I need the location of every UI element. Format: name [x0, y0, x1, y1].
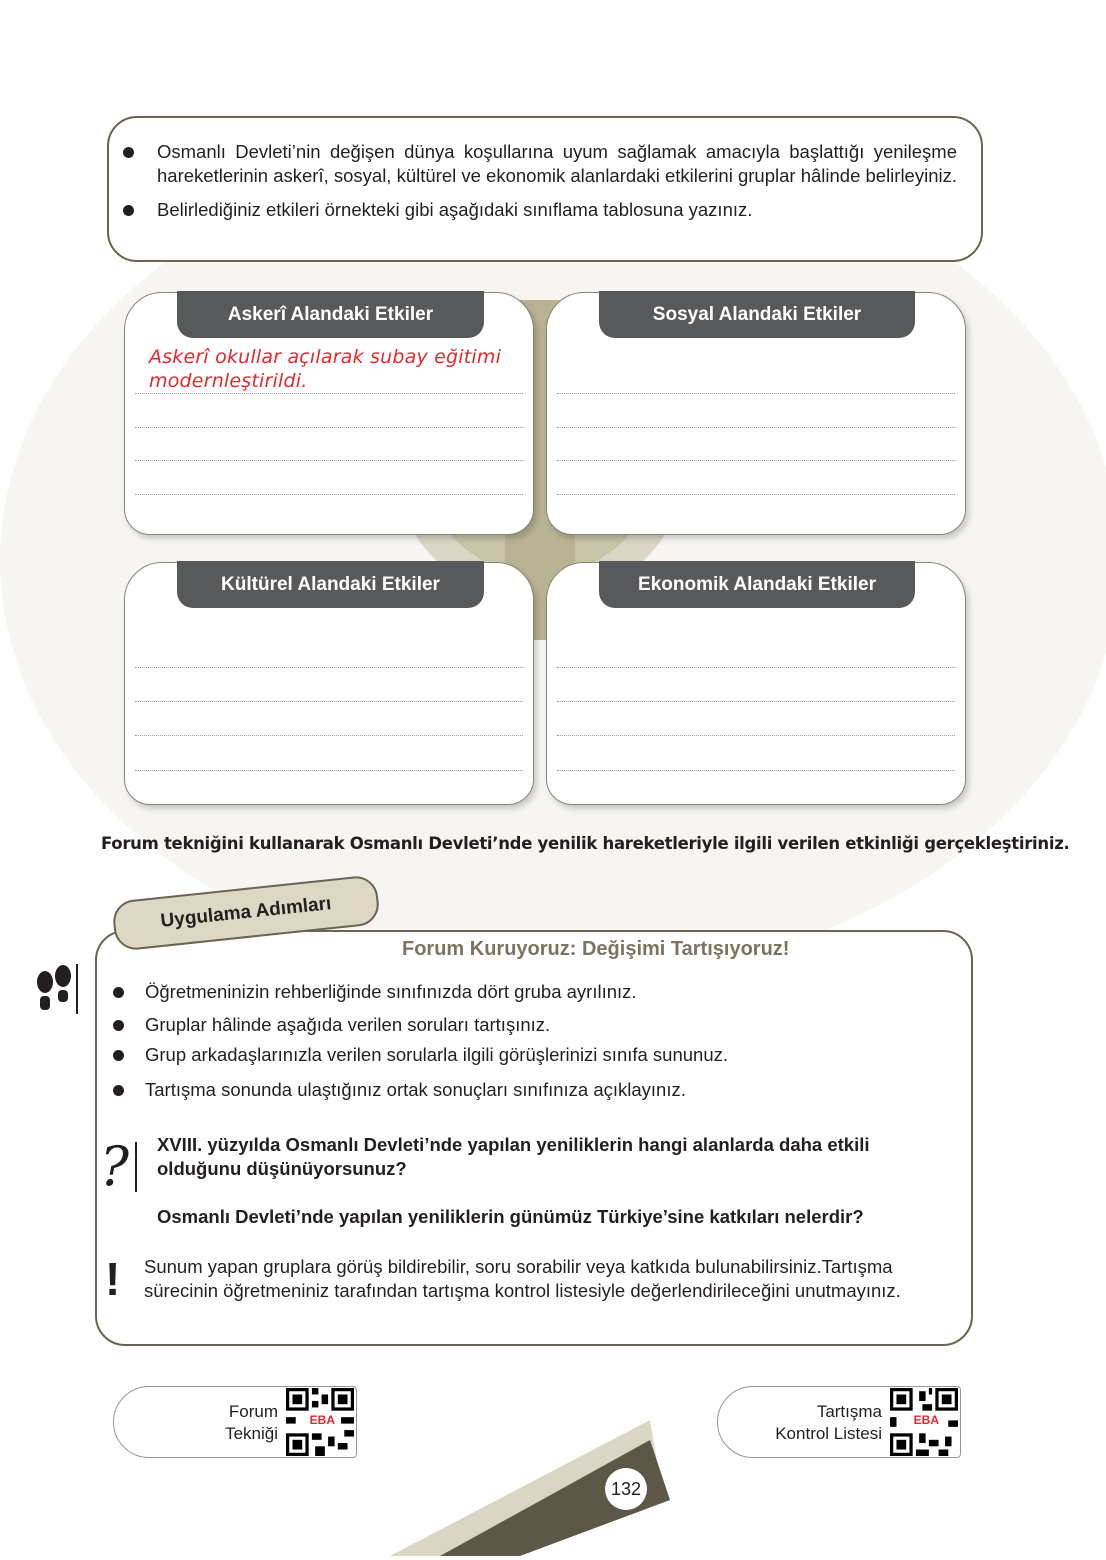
exclamation-icon: !: [105, 1253, 121, 1305]
forum-instruction: Forum tekniğini kullanarak Osmanlı Devleti’nde yenilik hareketleriyle ilgili verilen etkinliği gerçekleştiriniz.: [101, 834, 1070, 853]
discussion-checklist-link[interactable]: [717, 1386, 961, 1458]
instruction-box: [107, 116, 983, 262]
writing-line[interactable]: [135, 770, 523, 771]
card-title: Askerî Alandaki Etkiler: [177, 291, 484, 338]
writing-line[interactable]: [557, 494, 955, 495]
step-item: Öğretmeninizin rehberliğinde sınıfınızda dört gruba ayrılınız.: [145, 980, 728, 1004]
page-number: 132: [605, 1468, 647, 1510]
qr-badge: EBA: [913, 1413, 939, 1427]
writing-line[interactable]: [135, 494, 523, 495]
instruction-item: Belirlediğiniz etkileri örnekteki gibi aşağıdaki sınıflama tablosuna yazınız.: [157, 198, 957, 222]
qr-badge: EBA: [309, 1413, 335, 1427]
link-label: Tartışma Kontrol Listesi: [775, 1402, 882, 1443]
writing-line[interactable]: [557, 460, 955, 461]
handwritten-example: Askerî okullar açılarak subay eğitimi modernleştirildi.: [149, 346, 502, 392]
instruction-item: Osmanlı Devleti’nin değişen dünya koşullarına uyum sağlamak amacıyla başlattığı yenileşme hareketlerinin askerî, sosyal, kültürel ve ekonomik alanlardaki etkilerini gruplar hâlinde belirleyiniz.: [157, 141, 957, 186]
footprints-icon: [32, 962, 84, 1014]
card-title: Ekonomik Alandaki Etkiler: [599, 561, 915, 608]
writing-line[interactable]: [557, 667, 955, 668]
question-divider: [135, 1142, 137, 1192]
step-item: Grup arkadaşlarınızla verilen sorularla ilgili görüşlerinizi sınıfa sununuz.: [145, 1044, 729, 1065]
card-social: [546, 292, 966, 535]
card-economic: [546, 562, 966, 805]
writing-line[interactable]: [135, 460, 523, 461]
discussion-question: XVIII. yüzyılda Osmanlı Devleti’nde yapılan yeniliklerin hangi alanlarda daha etkili olduğunu düşünüyorsunuz?: [157, 1134, 870, 1179]
link-label: Forum Tekniği: [225, 1402, 278, 1443]
step-item: Tartışma sonunda ulaştığınız ortak sonuçları sınıfınıza açıklayınız.: [145, 1078, 728, 1102]
card-cultural: [124, 562, 534, 805]
writing-line[interactable]: [557, 393, 955, 394]
writing-line[interactable]: [557, 770, 955, 771]
card-title: Sosyal Alandaki Etkiler: [599, 291, 915, 338]
question-mark-icon: ?: [100, 1135, 129, 1198]
writing-line[interactable]: [135, 701, 523, 702]
steps-list: [145, 980, 728, 1111]
writing-line[interactable]: [557, 427, 955, 428]
writing-line[interactable]: [135, 393, 523, 394]
writing-line[interactable]: [557, 735, 955, 736]
card-military: [124, 292, 534, 535]
forum-technique-link[interactable]: [113, 1386, 357, 1458]
steps-title: Forum Kuruyoruz: Değişimi Tartışıyoruz!: [402, 938, 790, 960]
card-title: Kültürel Alandaki Etkiler: [177, 561, 484, 608]
discussion-question: Osmanlı Devleti’nde yapılan yeniliklerin günümüz Türkiye’sine katkıları nelerdir?: [157, 1206, 864, 1227]
steps-tab: Uygulama Adımları: [111, 874, 381, 952]
reminder-note: Sunum yapan gruplara görüş bildirebilir, soru sorabilir veya katkıda bulunabilirsiniz.Tartışma sürecinin öğretmeniniz tarafından tartışma kontrol listesiyle değerlendirileceğini unutmayınız.: [144, 1256, 901, 1301]
writing-line[interactable]: [135, 427, 523, 428]
writing-line[interactable]: [135, 667, 523, 668]
writing-line[interactable]: [557, 701, 955, 702]
writing-line[interactable]: [135, 735, 523, 736]
step-item: Gruplar hâlinde aşağıda verilen soruları tartışınız.: [145, 1013, 728, 1037]
